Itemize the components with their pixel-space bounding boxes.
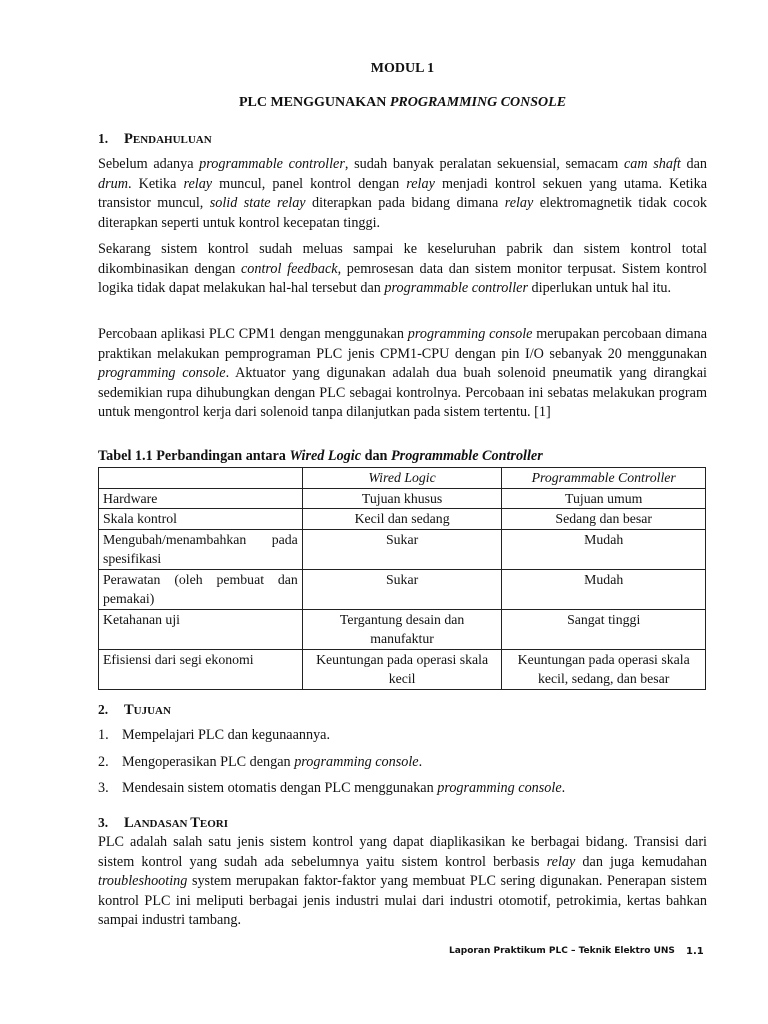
paragraph-theory: PLC adalah salah satu jenis sistem kontrol yang dapat diaplikasikan ke berbagai bidang. Transisi dari sistem kontrol yang sudah ada sebelumnya yaitu sistem kontrol berbasis relay dan juga kemudahan troubleshooting system merupakan faktor-faktor yang membuat PLC sering digunakan. Penerapan sistem kontrol PLC ini meliputi berbagai jenis industri mulai dari industri otomotif, petrokimia, kertas bahkan sampai industri tambang. — [98, 834, 707, 929]
table-cell: Tergantung desain dan manufaktur — [302, 609, 502, 649]
table-cell: Sedang dan besar — [502, 509, 706, 530]
table-cell: Hardware — [99, 488, 303, 509]
list-item: 1. Mempelajari PLC dan kegunaannya. — [98, 727, 331, 743]
table-cell: Sukar — [302, 529, 502, 569]
table-cell: Keuntungan pada operasi skala kecil — [302, 649, 502, 689]
section-heading-landasan-teori: 3. LANDASAN TEORI — [98, 815, 228, 831]
table-cell: Ketahanan uji — [99, 609, 303, 649]
paragraph-intro-3: Percobaan aplikasi PLC CPM1 dengan menggunakan programming console merupakan percobaan dimana praktikan melakukan pemprograman PLC jenis CPM1-CPU dengan pin I/O sebanyak 20 menggunakan programming console. Aktuator yang digunakan adalah dua buah solenoid pneumatik yang dirangkai sedemikian rupa dihubungkan dengan PLC sebagai kontrolnya. Percobaan ini sebatas melakukan program untuk mengontrol kerja dari solenoid tanpa dilanjutkan pada sistem tertentu. [1] — [98, 326, 707, 421]
section-heading-pendahuluan: 1. PENDAHULUAN — [98, 131, 212, 147]
footer-text: Laporan Praktikum PLC – Teknik Elektro UNS — [449, 946, 675, 956]
list-item: 2. Mengoperasikan PLC dengan programming console. — [98, 754, 423, 770]
table-header-cell — [99, 468, 303, 489]
table-cell: Sukar — [302, 569, 502, 609]
table-cell: Keuntungan pada operasi skala kecil, sedang, dan besar — [502, 649, 706, 689]
module-subtitle: PLC MENGGUNAKAN PROGRAMMING CONSOLE — [238, 95, 567, 110]
table-row — [99, 649, 706, 689]
section-heading-tujuan: 2. TUJUAN — [98, 702, 171, 718]
table-cell: Kecil dan sedang — [302, 509, 502, 530]
paragraph-intro-2: Sekarang sistem kontrol sudah meluas sampai ke keseluruhan pabrik dan sistem kontrol total dikombinasikan dengan control feedback, pemrosesan data dan sistem monitor terpusat. Sistem kontrol logika tidak dapat melakukan hal-hal tersebut dan programmable controller diperlukan untuk hal itu. — [98, 241, 707, 297]
table-cell: Perawatan (oleh pembuat dan pemakai) — [99, 569, 303, 609]
table-cell: Mudah — [502, 569, 706, 609]
table-cell: Skala kontrol — [99, 509, 303, 530]
page-number: 1.1 — [686, 946, 704, 957]
table-cell: Tujuan khusus — [302, 488, 502, 509]
table-cell: Efisiensi dari segi ekonomi — [99, 649, 303, 689]
table-row — [99, 569, 706, 609]
table-row — [99, 488, 706, 509]
table-cell: Mudah — [502, 529, 706, 569]
table-row — [99, 529, 706, 569]
table-header-row — [99, 468, 706, 489]
table-header-cell: Programmable Controller — [502, 468, 706, 489]
table-cell: Tujuan umum — [502, 488, 706, 509]
table-cell: Sangat tinggi — [502, 609, 706, 649]
table-header-cell: Wired Logic — [302, 468, 502, 489]
paragraph-intro-1: Sebelum adanya programmable controller, sudah banyak peralatan sekuensial, semacam cam shaft dan drum. Ketika relay muncul, panel kontrol dengan relay menjadi kontrol sekuen yang utama. Ketika transistor muncul, solid state relay diterapkan pada bidang dimana relay elektromagnetik tidak cocok diterapkan seperti untuk kontrol kecepatan tinggi. — [98, 156, 708, 231]
list-item: 3. Mendesain sistem otomatis dengan PLC menggunakan programming console. — [98, 780, 566, 796]
comparison-table — [98, 467, 706, 690]
table-caption: Tabel 1.1 Perbandingan antara Wired Logic dan Programmable Controller — [98, 448, 543, 464]
table-row — [99, 509, 706, 530]
table-cell: Mengubah/menambahkan pada spesifikasi — [99, 529, 303, 569]
module-title: MODUL 1 — [370, 61, 435, 76]
table-row — [99, 609, 706, 649]
